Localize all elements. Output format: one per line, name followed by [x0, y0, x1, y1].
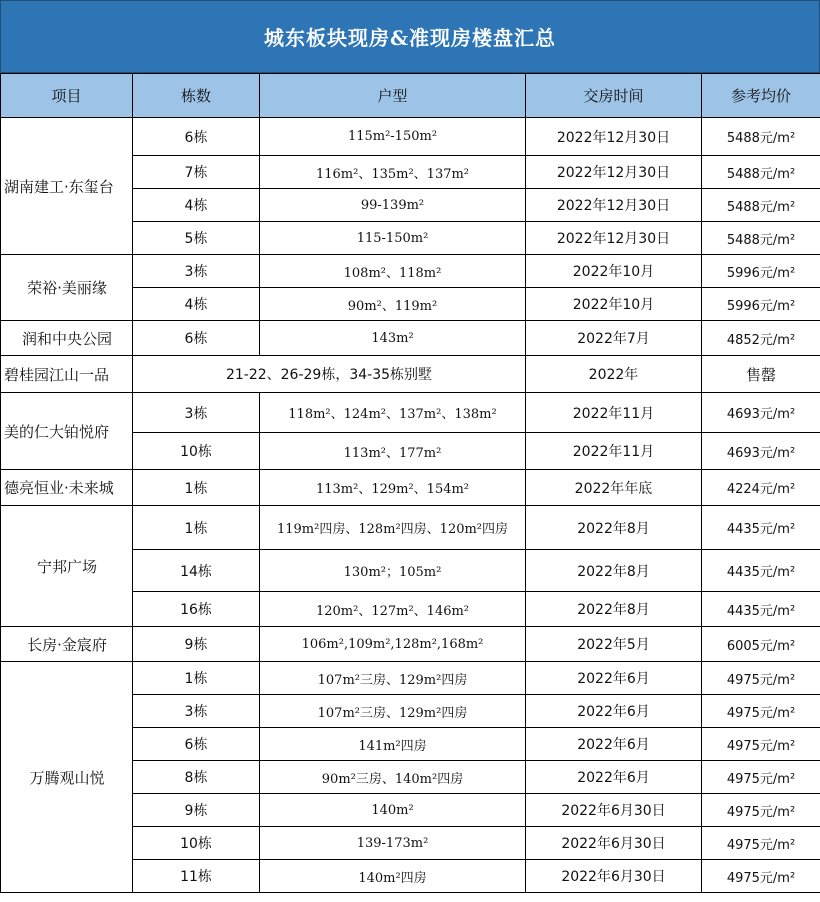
building-count: 3栋: [133, 393, 260, 433]
building-count: 3栋: [133, 695, 260, 728]
delivery-date: 2022年6月30日: [526, 860, 702, 893]
reference-price: 4693元/m²: [702, 393, 820, 433]
table-body: [1, 118, 820, 893]
header-project: 项目: [1, 74, 133, 118]
building-count: 1栋: [133, 506, 260, 550]
project-name: 美的仁大铂悦府: [1, 393, 133, 470]
header-date: 交房时间: [526, 74, 702, 118]
reference-price: 4693元/m²: [702, 433, 820, 470]
reference-price: 5996元/m²: [702, 255, 820, 288]
reference-price: 4975元/m²: [702, 860, 820, 893]
unit-type: 143m²: [260, 321, 526, 356]
delivery-date: 2022年年底: [526, 470, 702, 506]
delivery-date: 2022年10月: [526, 288, 702, 321]
building-count: 5栋: [133, 222, 260, 255]
reference-price: 4852元/m²: [702, 321, 820, 356]
unit-type: 119m²四房、128m²四房、120m²四房: [260, 506, 526, 550]
delivery-date: 2022年12月30日: [526, 156, 702, 189]
unit-type: 116m²、135m²、137m²: [260, 156, 526, 189]
header-unit: 户型: [260, 74, 526, 118]
delivery-date: 2022年11月: [526, 433, 702, 470]
unit-type: 90m²、119m²: [260, 288, 526, 321]
reference-price: 4975元/m²: [702, 695, 820, 728]
table-row: [1, 627, 820, 662]
delivery-date: 2022年5月: [526, 627, 702, 662]
building-count: 7栋: [133, 156, 260, 189]
unit-type: 113m²、129m²、154m²: [260, 470, 526, 506]
delivery-date: 2022年12月30日: [526, 118, 702, 156]
unit-type: 115-150m²: [260, 222, 526, 255]
reference-price: 4435元/m²: [702, 592, 820, 627]
unit-type: 107m²三房、129m²四房: [260, 695, 526, 728]
unit-type: 113m²、177m²: [260, 433, 526, 470]
project-name: 碧桂园江山一品: [1, 356, 133, 393]
building-count: 6栋: [133, 321, 260, 356]
building-count: 8栋: [133, 761, 260, 794]
building-count: 1栋: [133, 662, 260, 695]
reference-price: 4975元/m²: [702, 728, 820, 761]
delivery-date: 2022年8月: [526, 506, 702, 550]
table-row: [1, 506, 820, 550]
unit-type: 120m²、127m²、146m²: [260, 592, 526, 627]
building-count: 14栋: [133, 550, 260, 592]
reference-price: 5488元/m²: [702, 189, 820, 222]
building-count: 10栋: [133, 827, 260, 860]
delivery-date: 2022年6月30日: [526, 827, 702, 860]
unit-type: 115m²-150m²: [260, 118, 526, 156]
project-name: 润和中央公园: [1, 321, 133, 356]
reference-price: 4975元/m²: [702, 827, 820, 860]
building-count: 11栋: [133, 860, 260, 893]
property-table: [0, 73, 820, 893]
unit-type: 107m²三房、129m²四房: [260, 662, 526, 695]
unit-type: 90m²三房、140m²四房: [260, 761, 526, 794]
delivery-date: 2022年6月: [526, 662, 702, 695]
building-count: 1栋: [133, 470, 260, 506]
unit-type: 130m²；105m²: [260, 550, 526, 592]
sheet-title: 城东板块现房&准现房楼盘汇总: [0, 0, 820, 73]
delivery-date: 2022年11月: [526, 393, 702, 433]
building-count: 6栋: [133, 728, 260, 761]
building-count: 3栋: [133, 255, 260, 288]
unit-type: 139-173m²: [260, 827, 526, 860]
project-name: 长房·金宸府: [1, 627, 133, 662]
delivery-date: 2022年6月30日: [526, 794, 702, 827]
delivery-date: 2022年10月: [526, 255, 702, 288]
delivery-date: 2022年7月: [526, 321, 702, 356]
reference-price: 4435元/m²: [702, 506, 820, 550]
table-row: [1, 356, 820, 393]
delivery-date: 2022年12月30日: [526, 189, 702, 222]
reference-price: 4975元/m²: [702, 662, 820, 695]
reference-price: 5488元/m²: [702, 222, 820, 255]
delivery-date: 2022年6月: [526, 728, 702, 761]
reference-price: 5996元/m²: [702, 288, 820, 321]
header-count: 栋数: [133, 74, 260, 118]
delivery-date: 2022年6月: [526, 695, 702, 728]
building-count: 4栋: [133, 288, 260, 321]
reference-price: 4435元/m²: [702, 550, 820, 592]
reference-price: 4224元/m²: [702, 470, 820, 506]
table-row: [1, 470, 820, 506]
table-row: [1, 393, 820, 433]
project-name: 荣裕·美丽缘: [1, 255, 133, 321]
unit-type: 108m²、118m²: [260, 255, 526, 288]
delivery-date: 2022年: [526, 356, 702, 393]
building-count: 6栋: [133, 118, 260, 156]
building-count: 9栋: [133, 794, 260, 827]
delivery-date: 2022年8月: [526, 550, 702, 592]
reference-price: 售罄: [702, 356, 820, 393]
delivery-date: 2022年12月30日: [526, 222, 702, 255]
header-price: 参考均价: [702, 74, 820, 118]
reference-price: 4975元/m²: [702, 761, 820, 794]
building-count: 9栋: [133, 627, 260, 662]
building-count: 4栋: [133, 189, 260, 222]
project-name: 万腾观山悦: [1, 662, 133, 893]
table-row: [1, 662, 820, 695]
unit-type: 118m²、124m²、137m²、138m²: [260, 393, 526, 433]
building-count: 16栋: [133, 592, 260, 627]
project-name: 德亮恒业·未来城: [1, 470, 133, 506]
project-name: 湖南建工·东玺台: [1, 118, 133, 255]
unit-type: 141m²四房: [260, 728, 526, 761]
header-row: [1, 74, 820, 118]
reference-price: 5488元/m²: [702, 118, 820, 156]
unit-type: 140m²: [260, 794, 526, 827]
table-row: [1, 321, 820, 356]
reference-price: 4975元/m²: [702, 794, 820, 827]
delivery-date: 2022年6月: [526, 761, 702, 794]
project-name: 宁邦广场: [1, 506, 133, 627]
unit-type: 99-139m²: [260, 189, 526, 222]
table-row: [1, 118, 820, 156]
unit-type: 140m²四房: [260, 860, 526, 893]
reference-price: 6005元/m²: [702, 627, 820, 662]
unit-type: 106m²,109m²,128m²,168m²: [260, 627, 526, 662]
table-row: [1, 255, 820, 288]
building-count: 10栋: [133, 433, 260, 470]
building-and-unit: 21-22、26-29栋，34-35栋别墅: [133, 356, 526, 393]
reference-price: 5488元/m²: [702, 156, 820, 189]
delivery-date: 2022年8月: [526, 592, 702, 627]
